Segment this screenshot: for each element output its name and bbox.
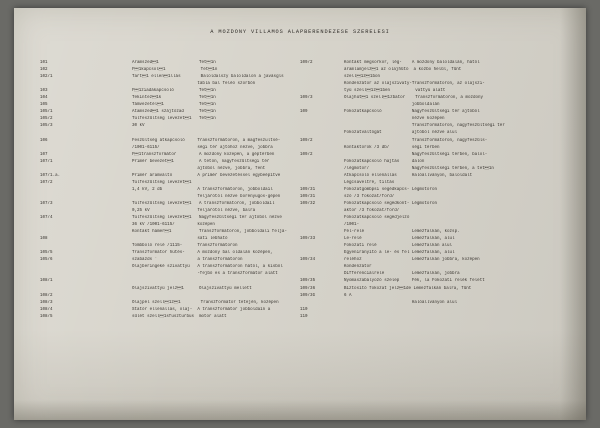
document-line [40,145,70,152]
document-line: Tekintez1k Tet1n [132,96,216,101]
document-line [40,130,70,137]
document-line [300,88,330,95]
right-text-column [344,60,574,321]
document-line: 108/2 [40,293,53,298]
document-line: Támvezetél1 Tet1n [132,103,216,108]
document-line [40,208,70,215]
document-line: 103 [40,89,48,94]
document-line: Biztosító fokozat jelz1de Lemezfalkán balra, fünt [344,286,472,291]
document-line: 108/3 [40,300,53,305]
document-line: szó /3 fokozat/ford/ [344,194,412,199]
document-line [40,286,70,293]
document-line: Fokozatgombpsi segédkapcs- Légmotoron [344,187,437,192]
document-line: Fokozatkapcsoló Nagyfeszültségi tér ajtóból [344,110,480,115]
document-line: /légmotor/ Nagyfeszültségi térben, a tet1n [344,166,494,171]
document-line [300,229,330,236]
document-line: Feszültség átkapcsoló Transzformátoron, a magfeszultsé- [132,138,281,143]
document-line: jobboldalán [344,103,440,108]
document-line: Kondenzátor [344,265,412,270]
document-line: 105/3 [40,124,53,129]
document-title: A MOZDONY VILLAMOS ALAPBERENDEZESE SZERELESI [210,29,390,35]
document-line: 109/36 [300,286,316,291]
document-line: 107 [40,152,48,157]
document-line: /1001-6115/ ségi tér ajtóhoz nézve, jobbra [132,145,273,150]
document-line: 105/6 [40,258,53,263]
document-line: 110 [300,314,308,319]
document-line: F1transzformátor A mozdony közepén, a géptérben [132,152,275,157]
document-line [300,300,330,307]
document-line: 107/1 [40,159,53,164]
document-line: Primér bevezet1 A tetőn, nagyfeszültségi tér [132,159,270,164]
document-line: 108/4 [40,307,53,312]
document-line [40,81,70,88]
document-line: 105/1 [40,110,53,115]
document-line [300,123,330,130]
document-line [300,222,330,229]
document-line: Átamszed1 szájtózad Tet1n [132,110,216,115]
document-line: Transzformátoron, nagyfeszültségi tér [344,124,505,129]
document-line: /1001- [344,223,412,228]
document-line [300,81,330,88]
document-line: Olajhűt1 szell1zbator Transzformátoron, a mozdony [344,96,484,101]
document-line [300,166,330,173]
right-code-column [300,60,330,321]
document-line: 107/3 [40,201,53,206]
document-line [300,180,330,187]
document-line [40,243,70,250]
document-line: Túlfeszültség levezet1 Tet1n [132,117,216,122]
document-line: Fokozati relé Lemezfalkán alul [344,244,453,249]
document-line: 106 [40,138,48,143]
document-line: 109/34 [300,258,316,263]
document-line: Fokozatkapcsoló segédjelzó [344,216,412,221]
document-line: Transzformátor hűtés- A mozdony bal oldalán középen, [132,251,273,256]
document-line: Fokozatkapcsoló hajtás dalon [344,159,425,164]
document-line [344,314,574,321]
document-line: 109/31 [300,187,316,192]
document-line: 109/3G [300,293,316,298]
document-line: 6 A [344,293,412,298]
document-line: Statór ellenállás, olaj- A transzformátor jobboldaín a [132,307,271,312]
document-line: sáti lebható [132,237,228,242]
document-line: áramlamjelz1 az olajhütő a közbö helül, fünt [344,68,462,73]
document-line: 101 [40,61,48,65]
document-line [300,74,330,81]
document-line [40,187,70,194]
document-line [300,208,330,215]
document-line [40,166,70,173]
document-line: 109/3 [300,96,313,101]
document-line: 108/5 [40,314,53,319]
document-line [344,307,574,314]
document-line [40,194,70,201]
document-line: 105/2 [40,117,53,122]
document-line [40,264,70,271]
left-code-column [40,60,70,321]
document-line [40,222,70,229]
document-line: Fokozatkapcsoló segédkont- Légmotoron [344,201,437,206]
document-line: Nagyfeszültségi térben, balol- [344,152,488,157]
document-line: 109/31 [300,194,316,199]
document-line: reléhoz Lemezfalkán jobbra, középen [344,258,480,263]
document-line [40,271,70,278]
document-line: Halóállványon alul [344,300,458,305]
document-line: 109/2 [300,152,313,157]
document-line: Túlfeszültség levezet1 A transzformátoron, jöbboldaíl [132,201,275,206]
document-line: Kontaktorok /3 db/ ségi térben [344,145,440,150]
document-line: 105 [40,103,48,108]
document-line [300,250,330,257]
document-line: 109/2 [300,61,313,65]
document-line: szell1z1bön [344,75,416,80]
document-line: Fél-relé Lemezfalkán, közsp. [344,230,460,235]
document-line: 1,4 kV, 2 db A transzformátoron, jöbboldaíl [132,187,273,192]
document-line: Olajszivattyú jelz1 Olajszivattyú mellett [132,286,252,291]
document-line: 107/1.a. [40,173,61,178]
document-line: tábla bal feléő szorbón [132,82,256,87]
document-line: sülét szell1sfuszturbus motor alatt [132,314,227,319]
document-line: 105/5 [40,251,53,256]
document-line [300,130,330,137]
document-line: 102/1 [40,75,53,80]
document-line: Fokozatváltógát ajtóból nézve alul [344,131,458,136]
document-line [132,293,292,300]
document-line [300,243,330,250]
document-line [300,116,330,123]
document-line: 0,25 kV feljárótól nézve, balra [132,208,256,213]
document-line: 36 kV /1001-6115/ középen [132,223,215,228]
document-line: Kontákt megsorkor, lég- A mozdony baloldalán, hától [344,61,480,65]
document-line: 109/35 [300,279,316,284]
document-line [300,102,330,109]
document-line: Tombboló relé /1115- Transzformátoron [132,244,238,249]
document-line: 107/4 [40,216,53,221]
document-line [132,130,292,137]
document-line: F1kapcsol1 Tet1n [132,68,218,73]
document-line: 102 [40,68,48,73]
document-line: Transzformátoron, nagyfeszüls- [344,138,488,143]
document-line: 109/32 [300,201,316,206]
document-line: Túlfeszültség levezet1 [132,180,200,185]
left-text-column [132,60,292,321]
document-paper [14,8,586,420]
document-line: nézve középen [344,117,445,122]
document-line [300,159,330,166]
document-line: Átkapcsoló ellenállás Halóállványon, baloldalt [344,173,473,178]
document-line [300,145,330,152]
document-line: Aramszed1 Tet1n [132,61,216,65]
document-line: aktor /3 fokozat/ford/ [344,208,412,213]
document-line [300,67,330,74]
document-line: 104 [40,96,48,101]
document-line: tyú szell1z1ben vattyú alatt [344,89,446,94]
document-line: Olajberingeké szivattyú A transzformátoron hától, a kisból [132,265,283,270]
document-line: 108/1 [40,279,53,284]
document-line [40,229,70,236]
document-line: 107/2 [40,180,53,185]
document-line: feljárótól nézve börényugos-gépen [132,194,281,199]
document-line: Olajpél szell1z1 Transzformátor tetején, középen [132,300,279,305]
document-line [300,215,330,222]
document-line [300,264,330,271]
document-line: 109 [300,110,308,115]
document-line [300,173,330,180]
document-line: Kondenzátor az olajszivaty-Transzformátoron, az olajszi- [344,82,485,87]
document-line: 109/2 [300,138,313,143]
document-line: 110 [300,307,308,312]
document-line: Le-relé Lemezfalkán, alul [344,237,455,242]
document-line: Nyomaszabályozó szelep Fék, la Fokozati relék felett [344,279,485,284]
document-line: Tart1 ellen1llás Baloldalszy baloldalon a javásgls [132,75,284,80]
document-line: Differenciálrelé Lemezfalkán, jobbra [344,272,460,277]
document-line: ajtóból nézve, jobbra, fent [132,166,266,171]
document-line: F1ziadákapcsoló Tet1n [132,89,216,94]
document-line: 30 kV [132,124,198,129]
document-line [132,278,292,285]
document-line: Kontákt hámer1 Transzformátoron, jobboldali feljá- [132,230,287,235]
document-line: Egyenirányító a le- és fel Lemezfalkán, alul [344,251,455,256]
document-line: 109/33 [300,237,316,242]
document-line: -fejbó es a transzformátor alatt [132,272,278,277]
document-line: Túlfeszültség levezet1 Nagyfeszültségi tér ajtóból nézve [132,216,282,221]
document-line: Primér áramváltó A primér bevezetéssel egybeépítve [132,173,281,178]
document-line: Légcsaveltré, tiltás [344,180,412,185]
document-line: 108 [40,237,48,242]
document-line: szabázds ´ a transzformátoron [132,258,243,263]
document-line [300,271,330,278]
